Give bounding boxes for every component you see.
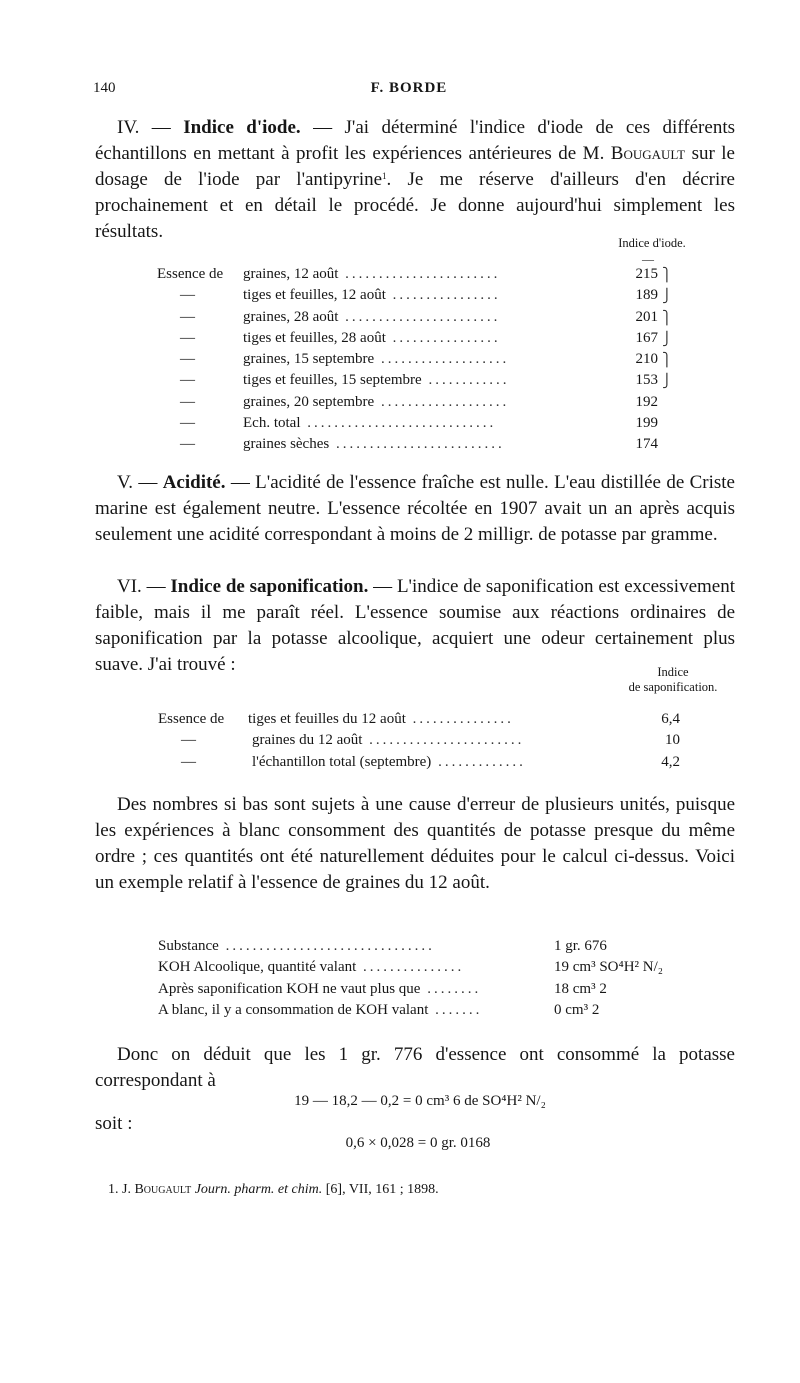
row-label-text: tiges et feuilles, 15 septembre bbox=[243, 372, 422, 389]
saponification-table-row bbox=[0, 730, 800, 751]
example-table-row bbox=[0, 979, 800, 1000]
row-prefix: — bbox=[180, 351, 195, 368]
saponification-table-row bbox=[0, 709, 800, 730]
row-value: 1 gr. 676 bbox=[554, 938, 607, 954]
row-label: tiges et feuilles du 12 août ............... bbox=[248, 711, 514, 727]
section-iv-text-3: . Je me réserve d'ailleurs d'en décrire prochainement et en détail le procédé. Je donne aujourd'hui simplement les résultats. bbox=[95, 169, 735, 242]
example-table-row bbox=[0, 936, 800, 957]
row-label-text: Substance bbox=[158, 938, 219, 954]
row-label: graines du 12 août ....................... bbox=[252, 732, 525, 749]
row-label: KOH Alcoolique, quantité valant ............... bbox=[158, 959, 465, 976]
saponification-table bbox=[0, 709, 800, 773]
saponification-header-line-2: de saponification. bbox=[628, 680, 718, 694]
example-table-row bbox=[0, 957, 800, 978]
iodine-table-row bbox=[0, 434, 800, 455]
iodine-table-row bbox=[0, 328, 800, 349]
row-label: graines, 15 septembre ................... bbox=[243, 351, 510, 368]
page-number: 140 bbox=[93, 80, 116, 96]
iodine-column-dash: — bbox=[642, 252, 654, 266]
iodine-table-row bbox=[0, 307, 800, 328]
running-header bbox=[93, 80, 725, 102]
footnote-journal: Journ. pharm. et chim. bbox=[194, 1182, 323, 1197]
row-label-text: l'échantillon total (septembre) bbox=[252, 753, 432, 770]
row-value: 192 bbox=[635, 393, 658, 410]
section-iv-title: Indice d'iode. bbox=[183, 117, 301, 138]
footnote-number: 1. J. bbox=[108, 1182, 135, 1197]
example-table-row bbox=[0, 1000, 800, 1021]
row-label: graines, 20 septembre ................... bbox=[243, 393, 510, 410]
section-v-paragraph bbox=[95, 470, 735, 548]
pair-bracket: ⎫ bbox=[662, 267, 672, 282]
row-value: 6,4 bbox=[661, 711, 680, 727]
row-label-text: Après saponification KOH ne vaut plus que bbox=[158, 980, 421, 997]
footnote bbox=[108, 1182, 439, 1198]
row-prefix: — bbox=[180, 308, 195, 325]
row-label: A blanc, il y a consommation de KOH valant ....... bbox=[158, 1001, 483, 1018]
section-v-number: V. — bbox=[117, 472, 163, 493]
row-prefix: — bbox=[180, 436, 195, 453]
row-label: graines sèches ......................... bbox=[243, 436, 505, 453]
iodine-column-header: Indice d'iode. bbox=[618, 236, 686, 250]
section-vi-text: — L'indice de saponification est excessivement faible, mais il me paraît réel. L'essence soumise aux réactions ordinaires de saponification par la potasse alcoolique, acquiert une odeur certainement plus suave. J'ai trouvé : bbox=[95, 576, 735, 675]
section-vi-title: Indice de saponification. bbox=[170, 576, 369, 597]
saponification-column-header bbox=[612, 665, 734, 695]
row-label-text: graines, 12 août bbox=[243, 266, 339, 282]
footnote-ref: [6], VII, 161 ; 1898. bbox=[322, 1182, 439, 1197]
iodine-table-row bbox=[0, 285, 800, 306]
row-label-text: Ech. total bbox=[243, 415, 301, 432]
section-iv-paragraph bbox=[95, 115, 735, 245]
row-label: graines, 28 août ....................... bbox=[243, 308, 501, 325]
row-value: 189 bbox=[635, 287, 658, 304]
row-value: 153 bbox=[635, 372, 658, 389]
pair-bracket: ⎫ bbox=[662, 309, 672, 325]
row-prefix: — bbox=[180, 329, 195, 346]
example-table bbox=[0, 936, 800, 1021]
soit-label: soit : bbox=[95, 1113, 133, 1134]
row-prefix: — bbox=[180, 372, 195, 389]
row-label: tiges et feuilles, 15 septembre ............ bbox=[243, 372, 510, 389]
iodine-table-row bbox=[0, 392, 800, 413]
row-prefix: Essence de bbox=[157, 266, 224, 282]
row-prefix: — bbox=[180, 287, 195, 304]
row-label: Substance ............................... bbox=[158, 938, 435, 954]
section-iv-author: Bougault bbox=[610, 143, 686, 164]
row-value: 0 cm³ 2 bbox=[554, 1001, 600, 1018]
row-label-text: graines sèches bbox=[243, 436, 330, 453]
row-label: l'échantillon total (septembre) ............. bbox=[252, 753, 526, 770]
row-label-text: tiges et feuilles, 12 août bbox=[243, 287, 386, 304]
pair-bracket: ⎭ bbox=[662, 330, 672, 346]
row-value: 201 bbox=[635, 308, 658, 325]
section-v-title: Acidité. bbox=[162, 472, 226, 493]
equation-2: 0,6 × 0,028 = 0 gr. 0168 bbox=[345, 1135, 491, 1151]
row-label: graines, 12 août ....................... bbox=[243, 266, 501, 282]
row-label: tiges et feuilles, 28 août ................ bbox=[243, 329, 501, 346]
row-label-text: graines, 15 septembre bbox=[243, 351, 375, 368]
iodine-table-row bbox=[0, 413, 800, 434]
row-label-text: graines du 12 août bbox=[252, 732, 363, 749]
iodine-table-row bbox=[0, 370, 800, 391]
row-label-text: KOH Alcoolique, quantité valant bbox=[158, 959, 357, 976]
row-value: 174 bbox=[635, 436, 658, 453]
row-value: 167 bbox=[635, 329, 658, 346]
iodine-table bbox=[0, 264, 800, 456]
row-value: 18 cm³ 2 bbox=[554, 980, 607, 997]
footnote-marker: 1 bbox=[382, 171, 387, 181]
saponification-header-line-1: Indice bbox=[657, 665, 689, 679]
row-prefix: — bbox=[180, 415, 195, 432]
section-v-text: — L'acidité de l'essence fraîche est nulle. L'eau distillée de Criste marine est également neutre. L'essence récoltée en 1907 avait un an après acquis seulement une acidité correspondant à moins de 2 milligr. de potasse par gramme. bbox=[95, 472, 735, 545]
row-value: 199 bbox=[635, 415, 658, 432]
row-label: tiges et feuilles, 12 août ................ bbox=[243, 287, 501, 304]
row-prefix: — bbox=[181, 732, 196, 749]
row-value: 19 cm³ SO⁴H² N/₂ bbox=[554, 959, 664, 976]
equation-1: 19 — 18,2 — 0,2 = 0 cm³ 6 de SO⁴H² N/₂ bbox=[294, 1093, 546, 1109]
section-vi-paragraph bbox=[95, 574, 735, 678]
row-label-text: graines, 28 août bbox=[243, 308, 339, 325]
pair-bracket: ⎭ bbox=[662, 373, 672, 389]
section-iv-text-2: sur le dosage de l'iode par l'antipyrine bbox=[95, 143, 735, 190]
pair-bracket: ⎭ bbox=[662, 288, 672, 304]
section-vi-number: VI. — bbox=[117, 576, 171, 597]
iodine-table-row bbox=[0, 264, 800, 285]
row-label: Ech. total ............................ bbox=[243, 415, 497, 432]
section-iv-number: IV. — bbox=[117, 117, 184, 138]
row-label: Après saponification KOH ne vaut plus que ........ bbox=[158, 980, 482, 997]
footnote-author: Bougault bbox=[134, 1182, 192, 1197]
numbers-paragraph: Des nombres si bas sont sujets à une cause d'erreur de plusieurs unités, puisque les expériences à blanc consomment des quantités de potasse presque du même ordre ; ces quantités ont été naturellement déduites pour le calcul ci-dessus. Voici un exemple relatif à l'essence de graines du 12 août. bbox=[95, 794, 735, 893]
row-prefix: — bbox=[181, 753, 196, 770]
row-value: 10 bbox=[665, 732, 680, 749]
pair-bracket: ⎫ bbox=[662, 352, 672, 368]
row-value: 4,2 bbox=[661, 753, 680, 770]
row-value: 210 bbox=[635, 351, 658, 368]
row-prefix: — bbox=[180, 393, 195, 410]
running-head-author: F. BORDE bbox=[370, 80, 448, 96]
saponification-table-row bbox=[0, 752, 800, 773]
section-iv-text-1: — J'ai déterminé l'indice d'iode de ces différents échantillons en mettant à profit les expériences antérieures de M. bbox=[95, 117, 735, 164]
row-prefix: Essence de bbox=[158, 711, 225, 727]
conclusion-paragraph: Donc on déduit que les 1 gr. 776 d'essence ont consommé la potasse correspondant à bbox=[95, 1044, 735, 1091]
iodine-table-row bbox=[0, 349, 800, 370]
row-label-text: tiges et feuilles, 28 août bbox=[243, 329, 386, 346]
row-label-text: graines, 20 septembre bbox=[243, 393, 375, 410]
row-label-text: tiges et feuilles du 12 août bbox=[248, 711, 406, 727]
row-value: 215 bbox=[635, 266, 658, 282]
row-label-text: A blanc, il y a consommation de KOH valant bbox=[158, 1001, 429, 1018]
